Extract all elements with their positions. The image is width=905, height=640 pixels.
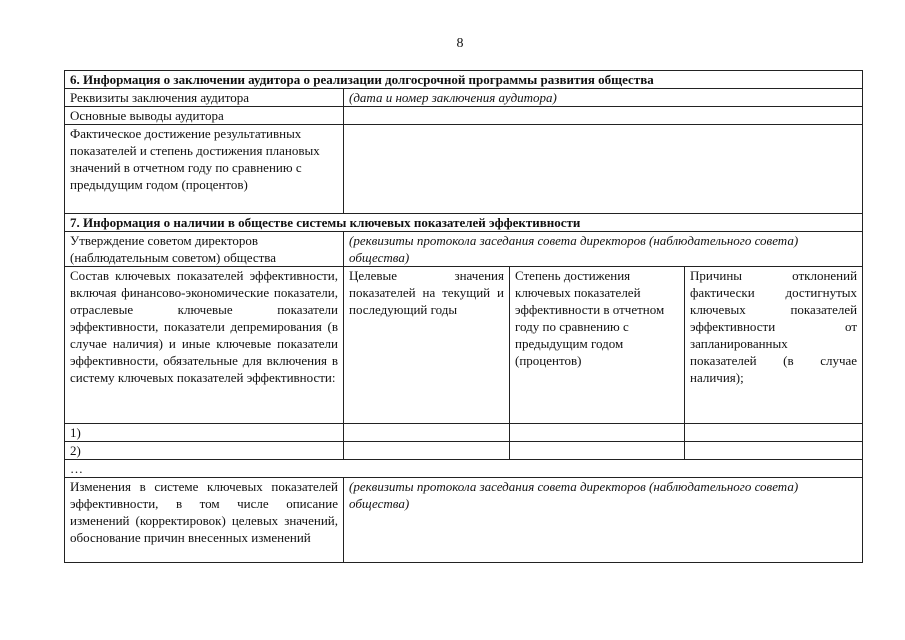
approval-row <box>65 232 863 267</box>
kpi-item-row <box>65 442 863 460</box>
kpi-item-row <box>65 424 863 442</box>
auditor-conclusions-value <box>344 107 863 125</box>
kpi-header-row <box>65 267 863 424</box>
kpi-item-1-label: 1) <box>65 424 344 442</box>
kpi-target-values-header: Целевые значения показателей на текущий и последующий годы <box>344 267 510 424</box>
ellipsis-text: … <box>65 460 863 478</box>
auditor-requisites-label: Реквизиты заключения аудитора <box>65 89 344 107</box>
approval-label: Утверждение советом директоров (наблюдательным советом) общества <box>65 232 344 267</box>
kpi-item-2-target <box>344 442 510 460</box>
section6-title-row <box>65 71 863 89</box>
kpi-item-2-label: 2) <box>65 442 344 460</box>
kpi-item-2-reasons <box>685 442 863 460</box>
kpi-item-1-achievement <box>510 424 685 442</box>
page-number: 8 <box>456 36 464 51</box>
auditor-conclusions-row <box>65 107 863 125</box>
actual-achievement-row <box>65 125 863 214</box>
changes-value: (реквизиты протокола заседания совета директоров (наблюдательного совета) общества) <box>344 478 863 563</box>
changes-row <box>65 478 863 563</box>
section7-title: 7. Информация о наличии в обществе системы ключевых показателей эффективности <box>65 214 863 232</box>
ellipsis-row <box>65 460 863 478</box>
section6-title: 6. Информация о заключении аудитора о реализации долгосрочной программы развития общества <box>65 71 863 89</box>
kpi-item-1-reasons <box>685 424 863 442</box>
auditor-conclusions-label: Основные выводы аудитора <box>65 107 344 125</box>
kpi-item-1-target <box>344 424 510 442</box>
section7-title-row <box>65 214 863 232</box>
kpi-achievement-degree-header: Степень достижения ключевых показателей эффективности в отчетном году по сравнению с предыдущим годом (процентов) <box>510 267 685 424</box>
kpi-deviation-reasons-header: Причины отклонений фактически достигнутых ключевых показателей эффективности от запланированных показателей (в случае наличия); <box>685 267 863 424</box>
approval-value: (реквизиты протокола заседания совета директоров (наблюдательного совета) общества) <box>344 232 863 267</box>
auditor-requisites-row <box>65 89 863 107</box>
actual-achievement-label: Фактическое достижение результативных показателей и степень достижения плановых значений в отчетном году по сравнению с предыдущим годом (процентов) <box>65 125 344 214</box>
kpi-item-2-achievement <box>510 442 685 460</box>
changes-label: Изменения в системе ключевых показателей эффективности, в том числе описание изменений (корректировок) целевых значений, обоснование причин внесенных изменений <box>65 478 344 563</box>
report-table <box>64 70 863 563</box>
actual-achievement-value <box>344 125 863 214</box>
auditor-requisites-value: (дата и номер заключения аудитора) <box>344 89 863 107</box>
kpi-composition-header: Состав ключевых показателей эффективности, включая финансово-экономические показатели, отраслевые ключевые показатели эффективности, показатели депремирования (в случае наличия) и иные ключевые показатели эффективности, обязательные для включения в систему ключевых показателей эффективности: <box>65 267 344 424</box>
